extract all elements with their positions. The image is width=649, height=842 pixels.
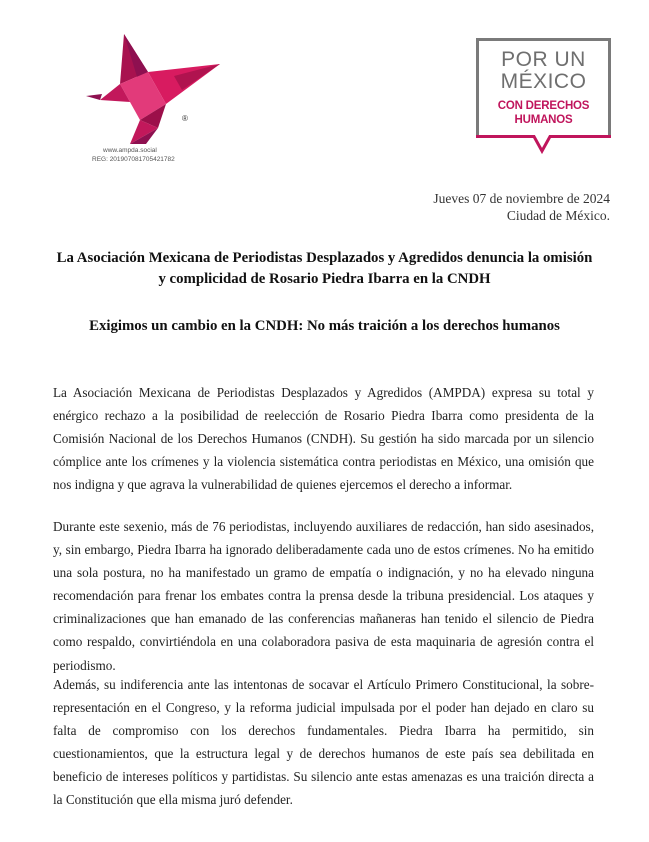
body-paragraph-3: Además, su indiferencia ante las intentonas de socavar el Artículo Primero Constitucional, la sobre-representación en el Congreso, y la reforma judicial impulsada por el poder han dejado en claro su falta de compromiso con los derechos fundamentales. Piedra Ibarra ha permitido, sin cuestionamientos, que la estructura legal y de derechos humanos de este país sea debilitada en beneficio de intereses políticos y partidistas. Su silencio ante estas amenazas es una traición directa a la Constitución que ella misma juró defender. (53, 677, 594, 808)
registration-number: REG: 201907081705421782 (92, 156, 175, 163)
subheadline: Exigimos un cambio en la CNDH: No más traición a los derechos humanos (89, 318, 560, 334)
body-paragraph-1: La Asociación Mexicana de Periodistas Desplazados y Agredidos (AMPDA) expresa su total y enérgico rechazo a la posibilidad de reelección de Rosario Piedra Ibarra como presidenta de la Comisión Nacional de los Derechos Humanos (CNDH). Su gestión ha sido marcada por un silencio cómplice ante los crímenes y la violencia sistemática contra periodistas en México, una omisión que nos indigna y que agrava la vulnerabilidad de quienes ejercemos el derecho a informar. (53, 385, 594, 493)
ampda-logo (82, 28, 228, 146)
campaign-badge (476, 38, 611, 154)
date: Jueves 07 de noviembre de 2024 (433, 191, 610, 206)
headline-line1: La Asociación Mexicana de Periodistas Desplazados y Agredidos denuncia la omisión (56, 250, 593, 266)
headline-line2: y complicidad de Rosario Piedra Ibarra en la CNDH (158, 271, 491, 287)
badge-subtitle-line1: CON DERECHOS (497, 100, 590, 112)
headline (50, 248, 599, 290)
badge-subtitle-line2: HUMANOS (514, 114, 573, 126)
badge-pointer-icon (476, 135, 611, 155)
city: Ciudad de México. (506, 208, 610, 223)
logo-caption (92, 146, 175, 164)
dateline (433, 190, 610, 224)
body-paragraph-2: Durante este sexenio, más de 76 periodistas, incluyendo auxiliares de redacción, han sido asesinados, y, sin embargo, Piedra Ibarra ha ignorado deliberadamente cada uno de estos crímenes. No ha emitido una sola postura, no ha manifestado un gramo de empatía o indignación, y no ha elevado ninguna recomendación para frenar los embates contra la prensa desde la tribuna presidencial. Los ataques y criminalizaciones que han emanado de las conferencias mañaneras han tenido el silencio de Piedra como respaldo, convirtiéndola en una colaboradora pasiva de esta maquinaria de agresión contra el periodismo. (53, 519, 594, 673)
origami-bird-icon (82, 28, 228, 146)
registered-mark: ® (182, 114, 188, 123)
badge-title-line1: POR UN (501, 48, 586, 71)
website-url: www.ampda.social (103, 147, 157, 154)
badge-title-line2: MÉXICO (500, 70, 587, 93)
